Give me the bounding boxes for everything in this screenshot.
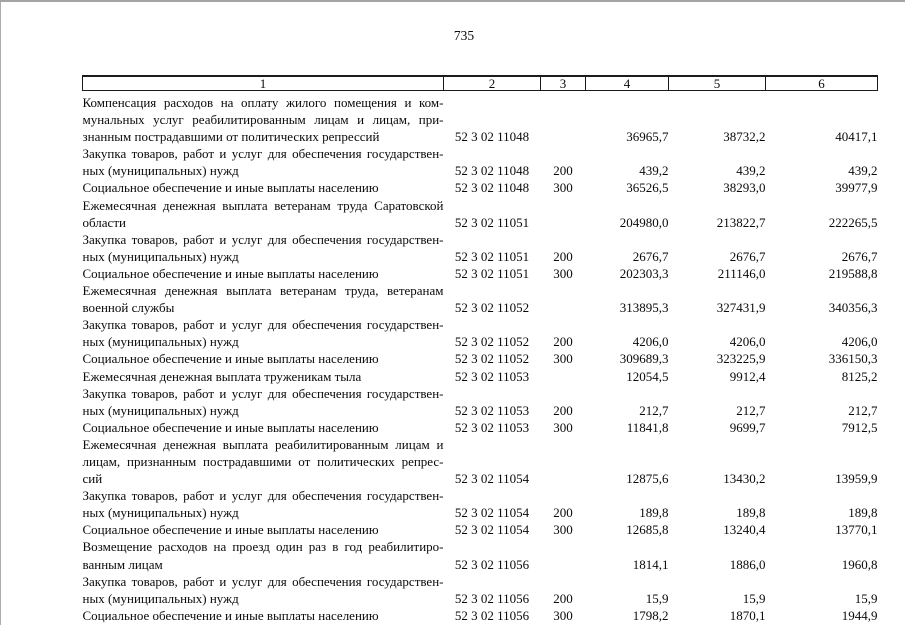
expense-type-cell: [541, 197, 586, 231]
description-line: сий: [82, 471, 103, 487]
expense-type-cell: 300: [553, 419, 573, 435]
target-item-code-cell: 52 3 02 11051: [454, 248, 530, 264]
expense-type-cell: 300: [553, 607, 573, 623]
description-line: лицам, признанным пострадавшими от политических репрес-: [82, 453, 444, 469]
column-header-2: 2: [444, 76, 541, 91]
description-cell: [83, 145, 444, 179]
amount-year1-cell: 1798,2: [632, 607, 669, 623]
description-cell: [83, 197, 444, 231]
description-line: Ежемесячная денежная выплата ветеранам труда, ветеранам: [82, 283, 444, 299]
description-line: Социальное обеспечение и иные выплаты населению: [82, 419, 379, 435]
expense-type-cell: 200: [553, 590, 573, 606]
expense-type-cell: [541, 282, 586, 316]
column-header-6: 6: [766, 76, 878, 91]
description-line: знанным пострадавшими от политических репрессий: [82, 129, 380, 145]
target-item-code-cell: 52 3 02 11052: [454, 351, 530, 367]
description-line: ных (муниципальных) нужд: [82, 590, 239, 606]
page-edge-left: [0, 2, 1, 625]
description-line: Закупка товаров, работ и услуг для обеспечения государствен-: [82, 317, 444, 333]
amount-year2-cell: 327431,9: [716, 300, 766, 316]
amount-year2-cell: 213822,7: [716, 214, 766, 230]
amount-year1-cell: 309689,3: [619, 351, 669, 367]
target-item-code-cell: 52 3 02 11056: [454, 590, 530, 606]
amount-year3-cell: 15,9: [854, 590, 878, 606]
amount-year2-cell: 4206,0: [729, 334, 766, 350]
description-cell: [83, 91, 444, 146]
amount-year1-cell: 36965,7: [626, 129, 669, 145]
amount-year1-cell: 204980,0: [619, 214, 669, 230]
description-line: Социальное обеспечение и иные выплаты населению: [82, 265, 379, 281]
description-line: ных (муниципальных) нужд: [82, 402, 239, 418]
description-cell: [83, 316, 444, 350]
amount-year3-cell: 439,2: [848, 163, 878, 179]
amount-year3-cell: 336150,3: [828, 351, 878, 367]
amount-year3-cell: 222265,5: [828, 214, 878, 230]
target-item-code-cell: 52 3 02 11051: [454, 265, 530, 281]
target-item-code-cell: 52 3 02 11056: [454, 607, 530, 623]
amount-year1-cell: 15,9: [645, 590, 669, 606]
table-row: [83, 538, 878, 572]
amount-year2-cell: 211146,0: [717, 265, 766, 281]
amount-year2-cell: 38293,0: [723, 180, 766, 196]
description-line: Ежемесячная денежная выплата ветеранам труда Саратовской: [82, 197, 444, 213]
amount-year1-cell: 36526,5: [626, 180, 669, 196]
amount-year3-cell: 7912,5: [841, 419, 878, 435]
expense-type-cell: 300: [553, 351, 573, 367]
amount-year2-cell: 2676,7: [729, 248, 766, 264]
description-cell: [83, 573, 444, 607]
expense-type-cell: [541, 368, 586, 385]
description-line: ных (муниципальных) нужд: [82, 334, 239, 350]
amount-year1-cell: 439,2: [639, 163, 669, 179]
description-cell: [83, 231, 444, 265]
amount-year1-cell: 1814,1: [632, 556, 669, 572]
table-row: [83, 607, 878, 624]
amount-year2-cell: 15,9: [742, 590, 766, 606]
target-item-code-cell: 52 3 02 11048: [454, 129, 530, 145]
target-item-code-cell: 52 3 02 11053: [454, 368, 530, 384]
description-line: Социальное обеспечение и иные выплаты населению: [82, 180, 379, 196]
page-edge-top: [0, 0, 905, 2]
budget-table: [82, 75, 878, 624]
amount-year1-cell: 2676,7: [632, 248, 669, 264]
description-cell: [83, 487, 444, 521]
target-item-code-cell: 52 3 02 11048: [454, 163, 530, 179]
table-row: [83, 91, 878, 146]
description-cell: [83, 385, 444, 419]
amount-year3-cell: 4206,0: [841, 334, 878, 350]
expense-type-cell: 300: [553, 265, 573, 281]
description-line: Компенсация расходов на оплату жилого помещения и ком-: [82, 95, 444, 110]
amount-year3-cell: 212,7: [848, 402, 878, 418]
amount-year2-cell: 13240,4: [723, 522, 766, 538]
amount-year3-cell: 340356,3: [828, 300, 878, 316]
expense-type-cell: 200: [553, 402, 573, 418]
description-line: Социальное обеспечение и иные выплаты населению: [82, 522, 379, 538]
table-body: [83, 91, 878, 624]
description-line: Возмещение расходов на проезд один раз в год реабилитиро-: [82, 539, 444, 555]
description-line: Социальное обеспечение и иные выплаты населению: [82, 607, 379, 623]
column-header-4: 4: [586, 76, 669, 91]
expense-type-cell: [541, 91, 586, 146]
target-item-code-cell: 52 3 02 11048: [454, 180, 530, 196]
table-row: [83, 197, 878, 231]
description-line: Закупка товаров, работ и услуг для обеспечения государствен-: [82, 573, 444, 589]
amount-year2-cell: 13430,2: [723, 471, 766, 487]
amount-year2-cell: 1886,0: [729, 556, 766, 572]
description-cell: [83, 419, 444, 436]
table-row: [83, 282, 878, 316]
amount-year2-cell: 323225,9: [716, 351, 766, 367]
expense-type-cell: 200: [553, 334, 573, 350]
amount-year2-cell: 9699,7: [729, 419, 766, 435]
amount-year2-cell: 9912,4: [729, 368, 766, 384]
table-header: [83, 76, 878, 91]
amount-year1-cell: 212,7: [639, 402, 669, 418]
column-header-1: 1: [83, 76, 444, 91]
amount-year3-cell: 219588,8: [828, 265, 878, 281]
table-row: [83, 487, 878, 521]
amount-year2-cell: 439,2: [736, 163, 766, 179]
amount-year1-cell: 202303,3: [619, 265, 669, 281]
description-cell: [83, 282, 444, 316]
description-line: Социальное обеспечение и иные выплаты населению: [82, 351, 379, 367]
amount-year1-cell: 12685,8: [626, 522, 669, 538]
table-row: [83, 385, 878, 419]
amount-year2-cell: 189,8: [736, 505, 766, 521]
description-line: мунальных услуг реабилитированным лицам и лицам, при-: [82, 112, 444, 128]
description-cell: [83, 538, 444, 572]
table-row: [83, 231, 878, 265]
description-line: ванным лицам: [82, 556, 163, 572]
description-line: ных (муниципальных) нужд: [82, 163, 239, 179]
table-row: [83, 316, 878, 350]
amount-year1-cell: 12875,6: [626, 471, 669, 487]
table-row: [83, 573, 878, 607]
table-row: [83, 419, 878, 436]
amount-year1-cell: 4206,0: [632, 334, 669, 350]
expense-type-cell: 300: [553, 180, 573, 196]
expense-type-cell: 200: [553, 163, 573, 179]
amount-year2-cell: 38732,2: [723, 129, 766, 145]
table-row: [83, 350, 878, 367]
expense-type-cell: 200: [553, 505, 573, 521]
description-line: Закупка товаров, работ и услуг для обеспечения государствен-: [82, 385, 444, 401]
target-item-code-cell: 52 3 02 11051: [454, 214, 530, 230]
table-row: [83, 145, 878, 179]
expense-type-cell: [541, 538, 586, 572]
description-line: Закупка товаров, работ и услуг для обеспечения государствен-: [82, 231, 444, 247]
target-item-code-cell: 52 3 02 11054: [454, 471, 530, 487]
amount-year3-cell: 13959,9: [835, 471, 878, 487]
target-item-code-cell: 52 3 02 11056: [454, 556, 530, 572]
description-line: ных (муниципальных) нужд: [82, 505, 239, 521]
expense-type-cell: [541, 436, 586, 487]
amount-year1-cell: 11841,8: [626, 419, 669, 435]
target-item-code-cell: 52 3 02 11052: [454, 300, 530, 316]
page-number: 735: [453, 28, 475, 43]
description-cell: [83, 179, 444, 196]
amount-year2-cell: 1870,1: [729, 607, 766, 623]
amount-year2-cell: 212,7: [736, 402, 766, 418]
table-row: [83, 368, 878, 385]
amount-year1-cell: 12054,5: [626, 368, 669, 384]
target-item-code-cell: 52 3 02 11054: [454, 522, 530, 538]
description-line: Закупка товаров, работ и услуг для обеспечения государствен-: [82, 488, 444, 504]
description-line: Ежемесячная денежная выплата реабилитированным лицам и: [82, 436, 444, 452]
description-line: Закупка товаров, работ и услуг для обеспечения государствен-: [82, 146, 444, 162]
description-line: области: [82, 214, 126, 230]
column-header-3: 3: [541, 76, 586, 91]
expense-type-cell: 200: [553, 248, 573, 264]
amount-year3-cell: 1944,9: [841, 607, 878, 623]
column-header-5: 5: [669, 76, 766, 91]
table-row: [83, 179, 878, 196]
description-cell: [83, 350, 444, 367]
amount-year3-cell: 8125,2: [841, 368, 878, 384]
amount-year3-cell: 2676,7: [841, 248, 878, 264]
amount-year3-cell: 40417,1: [835, 129, 878, 145]
amount-year3-cell: 13770,1: [835, 522, 878, 538]
target-item-code-cell: 52 3 02 11053: [454, 419, 530, 435]
description-cell: [83, 368, 444, 385]
target-item-code-cell: 52 3 02 11053: [454, 402, 530, 418]
table-row: [83, 521, 878, 538]
amount-year3-cell: 189,8: [848, 505, 878, 521]
expense-type-cell: 300: [553, 522, 573, 538]
amount-year1-cell: 313895,3: [619, 300, 669, 316]
amount-year3-cell: 1960,8: [841, 556, 878, 572]
description-line: ных (муниципальных) нужд: [82, 248, 239, 264]
target-item-code-cell: 52 3 02 11052: [454, 334, 530, 350]
description-cell: [83, 265, 444, 282]
amount-year3-cell: 39977,9: [835, 180, 878, 196]
header-row: [83, 76, 878, 91]
description-line: военной службы: [82, 300, 175, 316]
amount-year1-cell: 189,8: [639, 505, 669, 521]
description-cell: [83, 436, 444, 487]
description-cell: [83, 607, 444, 624]
target-item-code-cell: 52 3 02 11054: [454, 505, 530, 521]
description-cell: [83, 521, 444, 538]
description-line: Ежемесячная денежная выплата труженикам тыла: [82, 368, 362, 384]
table-row: [83, 436, 878, 487]
table-row: [83, 265, 878, 282]
